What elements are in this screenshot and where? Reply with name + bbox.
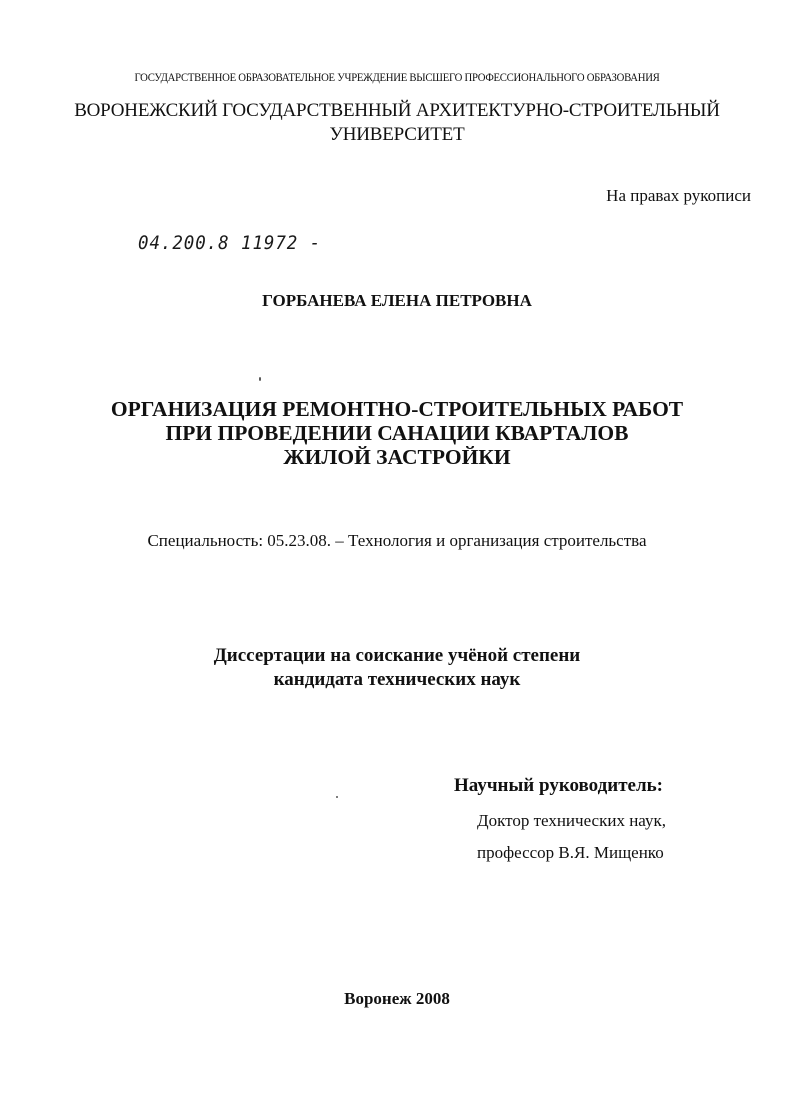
dissertation-title-line2: ПРИ ПРОВЕДЕНИИ САНАЦИИ КВАРТАЛОВ: [165, 421, 629, 445]
supervisor-name: профессор В.Я. Мищенко: [477, 843, 664, 862]
city-year: Воронеж 2008: [344, 989, 450, 1008]
institution-type-header: ГОСУДАРСТВЕННОЕ ОБРАЗОВАТЕЛЬНОЕ УЧРЕЖДЕНИЕ ВЫСШЕГО ПРОФЕССИОНАЛЬНОГО ОБРАЗОВАНИЯ: [134, 72, 660, 84]
dissertation-title-line1: ОРГАНИЗАЦИЯ РЕМОНТНО-СТРОИТЕЛЬНЫХ РАБОТ: [110, 397, 684, 421]
manuscript-note: На правах рукописи: [606, 186, 751, 205]
author-name: ГОРБАНЕВА ЕЛЕНА ПЕТРОВНА: [262, 291, 532, 310]
specialty-line: Специальность: 05.23.08. – Технология и организация строительства: [147, 531, 647, 550]
supervisor-label: Научный руководитель:: [454, 775, 663, 796]
university-name-line2: УНИВЕРСИТЕТ: [329, 124, 465, 145]
degree-line2: кандидата технических наук: [273, 669, 521, 690]
university-name-line1: ВОРОНЕЖСКИЙ ГОСУДАРСТВЕННЫЙ АРХИТЕКТУРНО-СТРОИТЕЛЬНЫЙ: [74, 100, 720, 121]
scan-speck: [336, 796, 338, 798]
supervisor-degree: Доктор технических наук,: [477, 811, 666, 830]
dissertation-title-line3: ЖИЛОЙ ЗАСТРОЙКИ: [283, 445, 511, 469]
registration-stamp: 04.200.8 11972 -: [138, 232, 322, 254]
scan-speck: [259, 377, 261, 381]
degree-line1: Диссертации на соискание учёной степени: [213, 645, 581, 666]
